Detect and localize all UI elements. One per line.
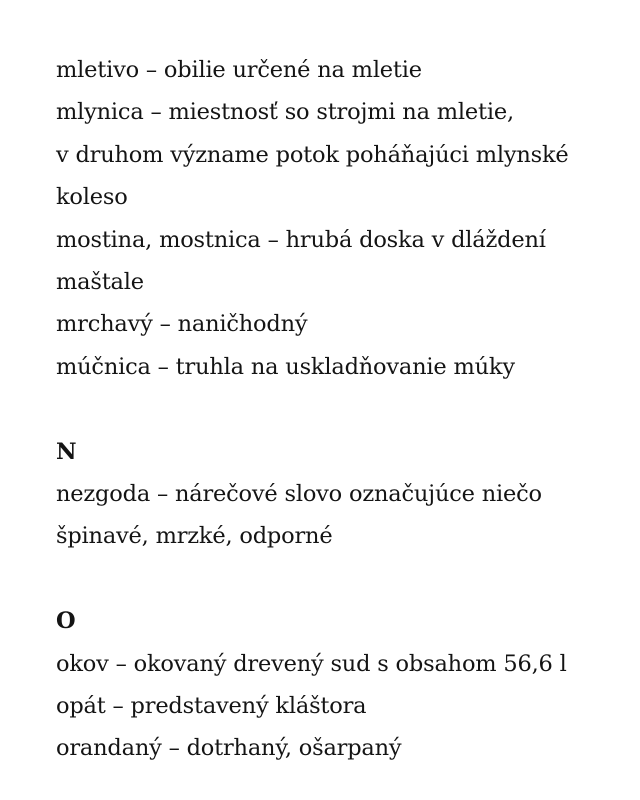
glossary-section-o [56, 600, 616, 770]
glossary-section-n [56, 431, 616, 558]
glossary-line: špinavé, mrzké, odporné [56, 523, 333, 550]
glossary-line: koleso [56, 184, 128, 211]
glossary-line: maštale [56, 269, 144, 296]
glossary-section-m [56, 49, 616, 388]
glossary-line: nezgoda – nárečové slovo označujúce niečo [56, 481, 542, 508]
glossary-line: mrchavý – naničhodný [56, 311, 308, 338]
glossary-line: mostina, mostnica – hrubá doska v dláždení [56, 226, 546, 253]
glossary-line: okov – okovaný drevený sud s obsahom 56,6 l [56, 650, 567, 677]
section-letter-heading: O [56, 608, 76, 635]
section-letter-heading: N [56, 438, 77, 465]
glossary-line: orandaný – dotrhaný, ošarpaný [56, 735, 402, 762]
section-spacer [56, 388, 616, 430]
glossary-line: v druhom význame potok poháňajúci mlynské [56, 141, 569, 168]
section-spacer [56, 558, 616, 600]
glossary-line: opát – predstavený kláštora [56, 693, 367, 720]
glossary-line: múčnica – truhla na uskladňovanie múky [56, 353, 515, 380]
glossary-line: mletivo – obilie určené na mletie [56, 57, 422, 83]
glossary-page [56, 49, 616, 770]
glossary-line: mlynica – miestnosť so strojmi na mletie, [56, 99, 514, 126]
